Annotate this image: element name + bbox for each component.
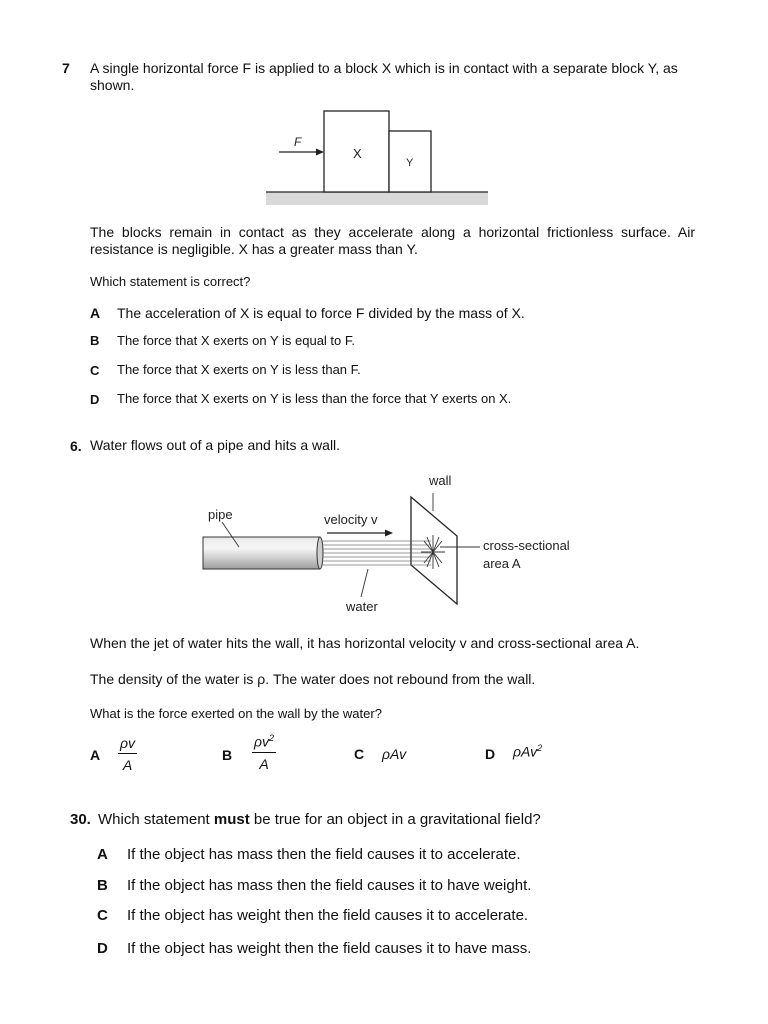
- question-stem: Water flows out of a pipe and hits a wall.: [90, 437, 341, 453]
- option-b: [97, 877, 532, 894]
- option-text: If the object has mass then the field causes it to have weight.: [127, 877, 532, 894]
- numerator: $\rho v^2$: [252, 733, 276, 753]
- option-letter: B: [97, 877, 108, 894]
- option-d-letter: D: [485, 746, 496, 762]
- option-text: The force that X exerts on Y is less than the force that Y exerts on X.: [117, 391, 512, 406]
- option-a-letter: A: [90, 747, 101, 763]
- option-letter: A: [90, 305, 101, 321]
- context-line-2: The density of the water is ρ. The water does not rebound from the wall.: [90, 671, 536, 687]
- option-a-expression: [118, 735, 137, 773]
- question-stem-line-1: A single horizontal force F is applied to a block X which is in contact with a separate block Y, as: [90, 60, 678, 76]
- velocity-label: velocity v: [324, 512, 378, 527]
- question-number: 30.: [70, 811, 91, 828]
- option-text: The force that X exerts on Y is equal to F.: [117, 333, 355, 348]
- option-text: The force that X exerts on Y is less than F.: [117, 362, 361, 377]
- question-prompt: Which statement is correct?: [90, 274, 251, 289]
- option-c: [97, 907, 529, 924]
- option-b-letter: B: [222, 747, 233, 763]
- option-text: If the object has weight then the field causes it to have mass.: [127, 940, 532, 957]
- option-a: [97, 846, 521, 863]
- context-line-1: When the jet of water hits the wall, it has horizontal velocity v and cross-sectional area A.: [90, 635, 640, 651]
- option-letter: B: [90, 333, 100, 348]
- option-letter: A: [97, 846, 108, 863]
- option-text: The acceleration of X is equal to force F divided by the mass of X.: [117, 305, 525, 321]
- option-c-letter: C: [354, 746, 365, 762]
- wall-label: wall: [429, 473, 452, 488]
- force-label: F: [294, 135, 302, 149]
- question-stem: Which statement must be true for an object in a gravitational field?: [98, 811, 541, 828]
- question-stem-line-2: shown.: [90, 77, 135, 93]
- block-y-label: Y: [406, 157, 414, 169]
- question-number: 6.: [70, 438, 82, 454]
- blocks-diagram: [260, 100, 500, 210]
- option-d: [97, 940, 532, 957]
- context-line-1: The blocks remain in contact as they accelerate along a horizontal frictionless surface. Air: [90, 224, 695, 240]
- option-c-expression: ρAv: [382, 746, 407, 762]
- option-b: [90, 333, 355, 348]
- area-label-line-1: cross-sectional: [483, 538, 570, 553]
- option-letter: D: [97, 940, 108, 957]
- option-text: If the object has weight then the field causes it to accelerate.: [127, 907, 529, 924]
- pipe-label: pipe: [208, 507, 233, 522]
- question-prompt: What is the force exerted on the wall by the water?: [90, 706, 382, 721]
- option-d-expression: ρAv$^2$: [513, 743, 543, 760]
- option-letter: C: [97, 907, 108, 924]
- option-letter: D: [90, 392, 100, 407]
- denominator: A: [259, 755, 269, 772]
- pipe: [203, 537, 320, 569]
- frictionless-surface: [266, 192, 488, 205]
- block-x-label: X: [353, 146, 362, 161]
- emphasis: must: [213, 811, 250, 828]
- option-d: [90, 391, 512, 407]
- water-label: water: [346, 599, 378, 614]
- denominator: A: [122, 757, 133, 773]
- question-number: 7: [62, 60, 70, 76]
- water-jet-diagram: [195, 465, 595, 620]
- context-line-2: resistance is negligible. X has a greater mass than Y.: [90, 241, 418, 257]
- option-a: [90, 305, 525, 321]
- option-text: If the object has mass then the field causes it to accelerate.: [127, 846, 521, 863]
- numerator: ρv: [118, 735, 137, 754]
- option-b-expression: [252, 733, 276, 772]
- option-c: [90, 362, 361, 378]
- area-label-line-2: area A: [483, 556, 521, 571]
- option-letter: C: [90, 363, 100, 378]
